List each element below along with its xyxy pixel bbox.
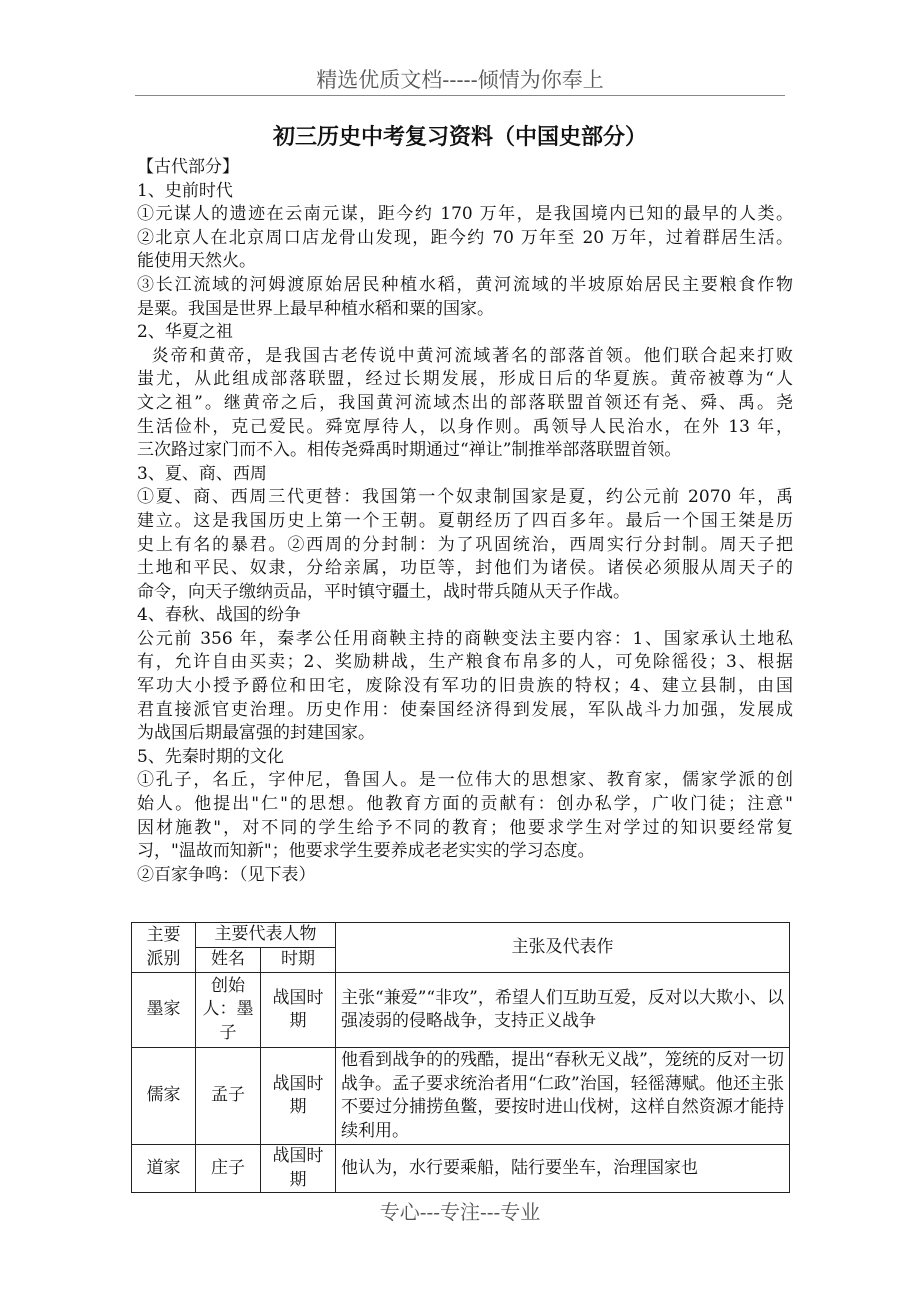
text-line: ③长江流域的河姆渡原始居民种植水稻，黄河流域的半坡原始居民主要粮食作物 bbox=[137, 274, 793, 295]
text-line: ①孔子，名丘，字仲尼，鲁国人。是一位伟大的思想家、教育家，儒家学派的创 bbox=[137, 770, 793, 791]
page-header: 精选优质文档-----倾情为你奉上 bbox=[316, 68, 604, 92]
text-line: ①夏、商、西周三代更替：我国第一个奴隶制国家是夏，约公元前 2070 年，禹 bbox=[137, 487, 793, 508]
school-cell: 墨家 bbox=[132, 973, 196, 1048]
name-cell: 孟子 bbox=[196, 1048, 261, 1145]
text-line: 君直接派官吏治理。历史作用：使秦国经济得到发展，军队战斗力加强，发展成 bbox=[137, 699, 793, 720]
ideas-cell: 主张“兼爱”“非攻”，希望人们互助互爱，反对以大欺小、以强凌弱的侵略战争，支持正义战争 bbox=[336, 973, 790, 1048]
text-line: 有，允许自由买卖；2、奖励耕战，生产粮食布帛多的人，可免除徭役；3、根据 bbox=[137, 652, 793, 673]
table-row bbox=[132, 1145, 790, 1193]
name-cell: 庄子 bbox=[196, 1145, 261, 1193]
text-line: 1、史前时代 bbox=[137, 180, 233, 201]
ideas-cell: 他看到战争的的残酷，提出“春秋无义战”，笼统的反对一切战争。孟子要求统治者用“仁政”治国，轻徭薄赋。他还主张不要过分捕捞鱼鳖，要按时进山伐树，这样自然资源才能持续利用。 bbox=[336, 1048, 790, 1145]
name-cell: 创始人：墨子 bbox=[196, 973, 261, 1048]
text-line: 炎帝和黄帝，是我国古老传说中黄河流域著名的部落首领。他们联合起来打败 bbox=[137, 345, 793, 366]
text-line: 为战国后期最富强的封建国家。 bbox=[137, 723, 375, 744]
period-cell: 战国时期 bbox=[261, 1048, 336, 1145]
header-school: 主要派别 bbox=[132, 923, 196, 973]
text-line: ①元谋人的遗迹在云南元谋，距今约 170 万年，是我国境内已知的最早的人类。 bbox=[137, 204, 793, 225]
text-line: 始人。他提出"仁"的思想。他教育方面的贡献有：创办私学，广收门徒；注意" bbox=[137, 794, 793, 815]
text-line: 因材施教"，对不同的学生给予不同的教育；他要求学生对学过的知识要经常复 bbox=[137, 817, 793, 838]
text-line: 蚩尤，从此组成部落联盟，经过长期发展，形成日后的华夏族。黄帝被尊为“人 bbox=[137, 369, 793, 390]
header-ideas: 主张及代表作 bbox=[336, 923, 790, 973]
text-line: 是粟。我国是世界上最早种植水稻和粟的国家。 bbox=[137, 298, 494, 319]
text-line: 史上有名的暴君。②西周的分封制：为了巩固统治，西周实行分封制。周天子把 bbox=[137, 534, 793, 555]
text-line: 土地和平民、奴隶，分给亲属，功臣等，封他们为诸侯。诸侯必须服从周天子的 bbox=[137, 558, 793, 579]
text-line: 生活俭朴，克己爱民。舜宽厚待人，以身作则。禹领导人民治水，在外 13 年， bbox=[137, 416, 793, 437]
school-cell: 道家 bbox=[132, 1145, 196, 1193]
table-row bbox=[132, 1048, 790, 1145]
text-line: 三次路过家门而不入。相传尧舜禹时期通过“禅让”制推举部落联盟首领。 bbox=[137, 440, 682, 461]
text-line: 2、华夏之祖 bbox=[137, 322, 233, 343]
text-line: 5、先秦时期的文化 bbox=[137, 746, 284, 767]
page-footer: 专心---专注---专业 bbox=[379, 1200, 541, 1224]
school-cell: 儒家 bbox=[132, 1048, 196, 1145]
text-line: 建立。这是我国历史上第一个王朝。夏朝经历了四百多年。最后一个国王桀是历 bbox=[137, 510, 793, 531]
header-period: 时期 bbox=[261, 948, 336, 973]
text-line: 公元前 356 年，秦孝公任用商鞅主持的商鞅变法主要内容：1、国家承认土地私 bbox=[137, 628, 793, 649]
period-cell: 战国时期 bbox=[261, 1145, 336, 1193]
text-line: 3、夏、商、西周 bbox=[137, 463, 267, 484]
text-line: 军功大小授予爵位和田宅，废除没有军功的旧贵族的特权；4、建立县制，由国 bbox=[137, 676, 793, 697]
text-line: 文之祖”。继黄帝之后，我国黄河流域杰出的部落联盟首领还有尧、舜、禹。尧 bbox=[137, 392, 793, 413]
period-cell: 战国时期 bbox=[261, 973, 336, 1048]
text-line: ②北京人在北京周口店龙骨山发现，距今约 70 万年至 20 万年，过着群居生活。 bbox=[137, 227, 793, 248]
document-body bbox=[137, 156, 793, 887]
header-divider bbox=[135, 95, 785, 96]
text-line: 4、春秋、战国的纷争 bbox=[137, 605, 301, 626]
text-line: 习，"温故而知新"；他要求学生要养成老老实实的学习态度。 bbox=[137, 841, 595, 862]
text-line: 能使用天然火。 bbox=[137, 251, 256, 272]
document-title: 初三历史中考复习资料（中国史部分） bbox=[272, 124, 647, 150]
header-name: 姓名 bbox=[196, 948, 261, 973]
ideas-cell: 他认为，水行要乘船，陆行要坐车，治理国家也 bbox=[336, 1145, 790, 1193]
table-row bbox=[132, 973, 790, 1048]
text-line: 命令，向天子缴纳贡品，平时镇守疆土，战时带兵随从天子作战。 bbox=[137, 581, 630, 602]
text-line: 【古代部分】 bbox=[137, 157, 239, 177]
hundred-schools-table bbox=[131, 922, 790, 1193]
header-people: 主要代表人物 bbox=[196, 923, 336, 948]
text-line: ②百家争鸣：（见下表） bbox=[137, 864, 316, 885]
